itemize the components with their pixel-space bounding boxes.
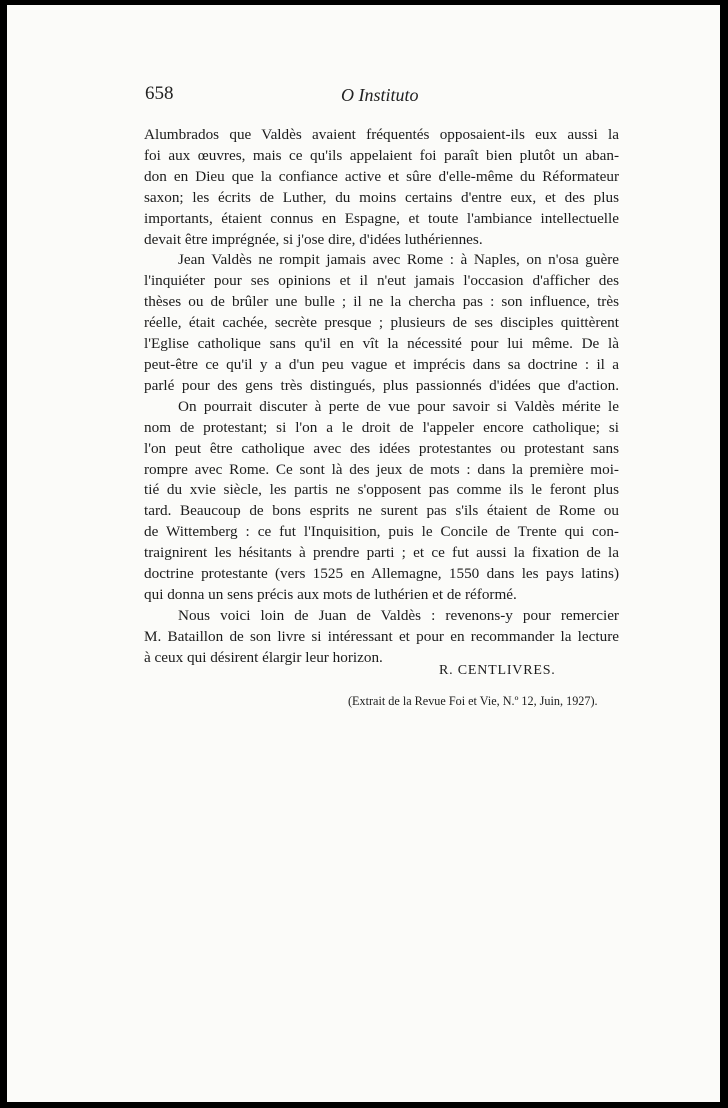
- text-line: tié du xvie siècle, les partis ne s'opposent pas comme ils le feront plus: [144, 481, 619, 499]
- text-line: rompre avec Rome. Ce sont là des jeux de mots : dans la première moi-: [144, 460, 619, 478]
- text-line: l'inquiéter pour ses opinions et il n'eut jamais l'occasion d'afficher des: [144, 272, 619, 290]
- text-line: de Wittemberg : ce fut l'Inquisition, puis le Concile de Trente qui con-: [144, 523, 619, 541]
- page: [7, 5, 720, 1102]
- source-citation: (Extrait de la Revue Foi et Vie, N.º 12, Juin, 1927).: [348, 694, 598, 708]
- text-line: foi aux œuvres, mais ce qu'ils appelaient foi paraît bien plutôt un aban-: [144, 146, 619, 164]
- text-line: qui donna un sens précis aux mots de luthérien et de réformé.: [144, 585, 517, 603]
- text-line: devait être imprégnée, si j'ose dire, d'idées luthériennes.: [144, 230, 483, 248]
- text-line: l'on peut être catholique avec des idées protestantes ou protestant sans: [144, 439, 619, 457]
- page-number: 658: [145, 83, 174, 104]
- text-line: On pourrait discuter à perte de vue pour savoir si Valdès mérite le: [178, 397, 619, 415]
- paragraph-4: [144, 606, 619, 669]
- paragraph-3: [144, 397, 619, 606]
- text-line: l'Eglise catholique sans qu'il en vît la nécessité pour lui même. De là: [144, 335, 619, 353]
- text-line: saxon; les écrits de Luther, du moins certains d'entre eux, et des plus: [144, 188, 619, 206]
- text-line: M. Bataillon de son livre si intéressant et pour en recommander la lecture: [144, 627, 619, 645]
- signature: R. CENTLIVRES.: [439, 663, 556, 678]
- text-line: thèses ou de brûler une bulle ; il ne la chercha pas : son influence, très: [144, 293, 619, 311]
- body-text: [144, 125, 619, 669]
- text-line: traignirent les hésitants à prendre parti ; et ce fut aussi la fixation de la: [144, 544, 619, 562]
- text-line: peut-être ce qu'il y a d'un peu vague et imprécis dans sa doctrine : il a: [144, 355, 619, 373]
- text-line: tard. Beaucoup de bons esprits ne surent pas s'ils étaient de Rome ou: [144, 502, 619, 520]
- text-line: Nous voici loin de Juan de Valdès : revenons-y pour remercier: [178, 606, 619, 624]
- text-line: nom de protestant; si l'on a le droit de l'appeler encore catholique; si: [144, 418, 619, 436]
- text-line: parlé pour des gens très distingués, plus passionnés d'idées que d'action.: [144, 376, 619, 394]
- paragraph-2: [144, 250, 619, 396]
- text-line: Jean Valdès ne rompit jamais avec Rome : à Naples, on n'osa guère: [178, 251, 619, 269]
- text-line: réelle, était cachée, secrète presque ; plusieurs de ses disciples quittèrent: [144, 314, 619, 332]
- running-title: O Instituto: [341, 85, 419, 105]
- text-line: doctrine protestante (vers 1525 en Allemagne, 1550 dans les pays latins): [144, 565, 619, 583]
- text-line: à ceux qui désirent élargir leur horizon.: [144, 648, 383, 666]
- text-line: don en Dieu que la confiance active et sûre d'elle-même du Réformateur: [144, 167, 619, 185]
- text-line: importants, étaient connus en Espagne, et toute l'ambiance intellectuelle: [144, 209, 619, 227]
- text-line: Alumbrados que Valdès avaient fréquentés opposaient-ils eux aussi la: [144, 126, 619, 143]
- paragraph-1: [144, 125, 619, 250]
- page-header: [145, 79, 625, 109]
